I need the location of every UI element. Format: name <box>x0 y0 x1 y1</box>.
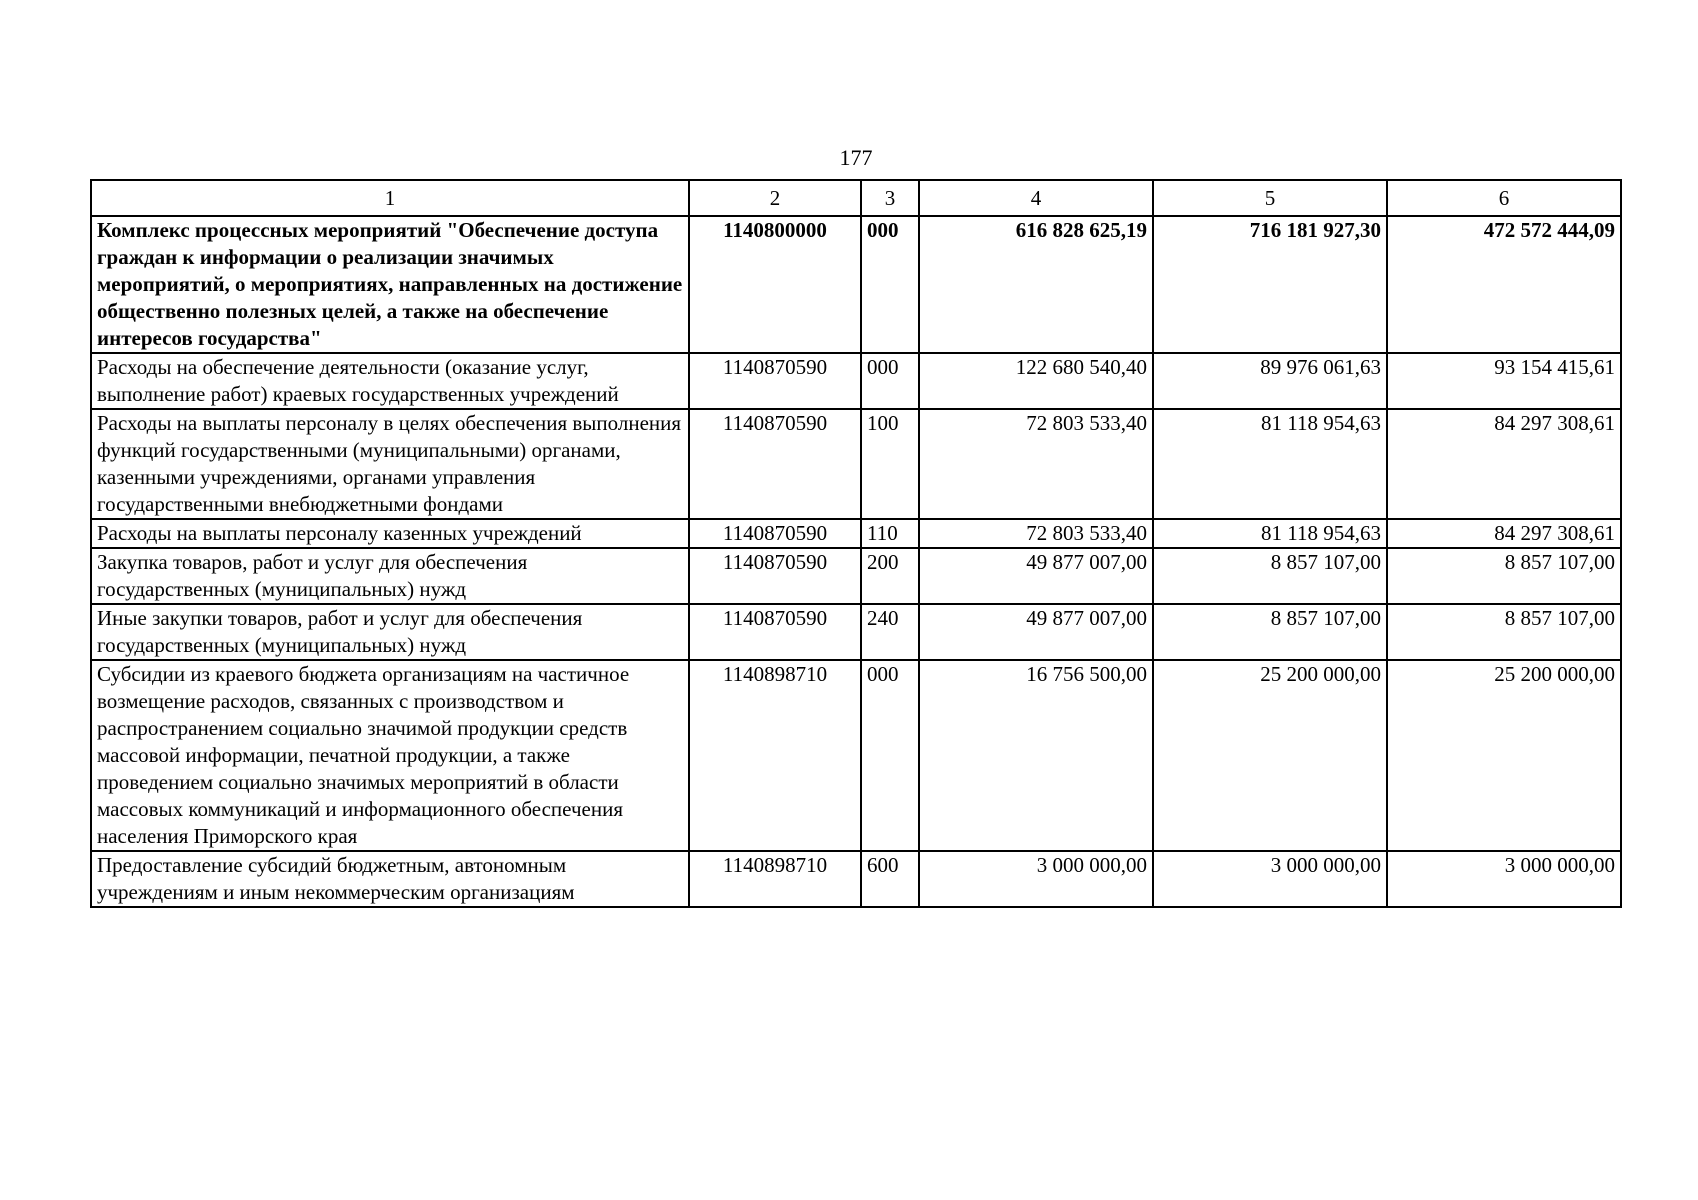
table-row <box>91 660 1621 851</box>
row-code: 1140870590 <box>689 353 861 409</box>
column-header-1: 1 <box>91 180 689 216</box>
table-row <box>91 409 1621 519</box>
row-name: Предоставление субсидий бюджетным, автономным учреждениям и иным некоммерческим организациям <box>91 851 689 907</box>
row-value-5: 8 857 107,00 <box>1153 548 1387 604</box>
row-name: Закупка товаров, работ и услуг для обеспечения государственных (муниципальных) нужд <box>91 548 689 604</box>
row-kind: 200 <box>861 548 919 604</box>
row-kind: 600 <box>861 851 919 907</box>
table-row <box>91 851 1621 907</box>
row-value-6: 93 154 415,61 <box>1387 353 1621 409</box>
page-number: 177 <box>839 145 873 170</box>
row-value-6: 25 200 000,00 <box>1387 660 1621 851</box>
row-code: 1140898710 <box>689 660 861 851</box>
row-value-4: 72 803 533,40 <box>919 409 1153 519</box>
row-value-5: 81 118 954,63 <box>1153 409 1387 519</box>
table-row <box>91 519 1621 548</box>
table-row <box>91 604 1621 660</box>
header-row <box>91 180 1621 216</box>
row-value-6: 84 297 308,61 <box>1387 409 1621 519</box>
row-value-6: 472 572 444,09 <box>1387 216 1621 353</box>
row-name: Расходы на выплаты персоналу в целях обеспечения выполнения функций государственными (муниципальными) органами, казенными учреждениями, органами управления государственными внебюджетными фондами <box>91 409 689 519</box>
row-value-4: 49 877 007,00 <box>919 604 1153 660</box>
row-value-5: 25 200 000,00 <box>1153 660 1387 851</box>
row-value-4: 49 877 007,00 <box>919 548 1153 604</box>
row-value-4: 72 803 533,40 <box>919 519 1153 548</box>
row-kind: 100 <box>861 409 919 519</box>
row-value-5: 8 857 107,00 <box>1153 604 1387 660</box>
row-value-4: 616 828 625,19 <box>919 216 1153 353</box>
row-kind: 110 <box>861 519 919 548</box>
row-kind: 240 <box>861 604 919 660</box>
column-header-3: 3 <box>861 180 919 216</box>
row-value-4: 16 756 500,00 <box>919 660 1153 851</box>
column-header-4: 4 <box>919 180 1153 216</box>
row-code: 1140870590 <box>689 604 861 660</box>
row-value-4: 122 680 540,40 <box>919 353 1153 409</box>
row-code: 1140898710 <box>689 851 861 907</box>
row-value-5: 3 000 000,00 <box>1153 851 1387 907</box>
row-kind: 000 <box>861 660 919 851</box>
row-value-6: 84 297 308,61 <box>1387 519 1621 548</box>
row-value-5: 89 976 061,63 <box>1153 353 1387 409</box>
row-value-5: 716 181 927,30 <box>1153 216 1387 353</box>
column-header-5: 5 <box>1153 180 1387 216</box>
row-name: Иные закупки товаров, работ и услуг для обеспечения государственных (муниципальных) нужд <box>91 604 689 660</box>
row-name: Расходы на обеспечение деятельности (оказание услуг, выполнение работ) краевых государственных учреждений <box>91 353 689 409</box>
row-kind: 000 <box>861 216 919 353</box>
row-name: Субсидии из краевого бюджета организациям на частичное возмещение расходов, связанных с производством и распространением социально значимой продукции средств массовой информации, печатной продукции, а также проведением социально значимых мероприятий в области массовых коммуникаций и информационного обеспечения населения Приморского края <box>91 660 689 851</box>
row-value-6: 8 857 107,00 <box>1387 548 1621 604</box>
row-code: 1140870590 <box>689 519 861 548</box>
column-header-6: 6 <box>1387 180 1621 216</box>
budget-table <box>90 179 1622 908</box>
row-value-5: 81 118 954,63 <box>1153 519 1387 548</box>
row-code: 1140870590 <box>689 409 861 519</box>
row-code: 1140800000 <box>689 216 861 353</box>
row-kind: 000 <box>861 353 919 409</box>
row-code: 1140870590 <box>689 548 861 604</box>
row-value-6: 8 857 107,00 <box>1387 604 1621 660</box>
table-row <box>91 353 1621 409</box>
row-name: Расходы на выплаты персоналу казенных учреждений <box>91 519 689 548</box>
column-header-2: 2 <box>689 180 861 216</box>
table-row <box>91 216 1621 353</box>
table-row <box>91 548 1621 604</box>
row-value-4: 3 000 000,00 <box>919 851 1153 907</box>
row-value-6: 3 000 000,00 <box>1387 851 1621 907</box>
row-name: Комплекс процессных мероприятий "Обеспечение доступа граждан к информации о реализации значимых мероприятий, о мероприятиях, направленных на достижение общественно полезных целей, а также на обеспечение интересов государства" <box>91 216 689 353</box>
